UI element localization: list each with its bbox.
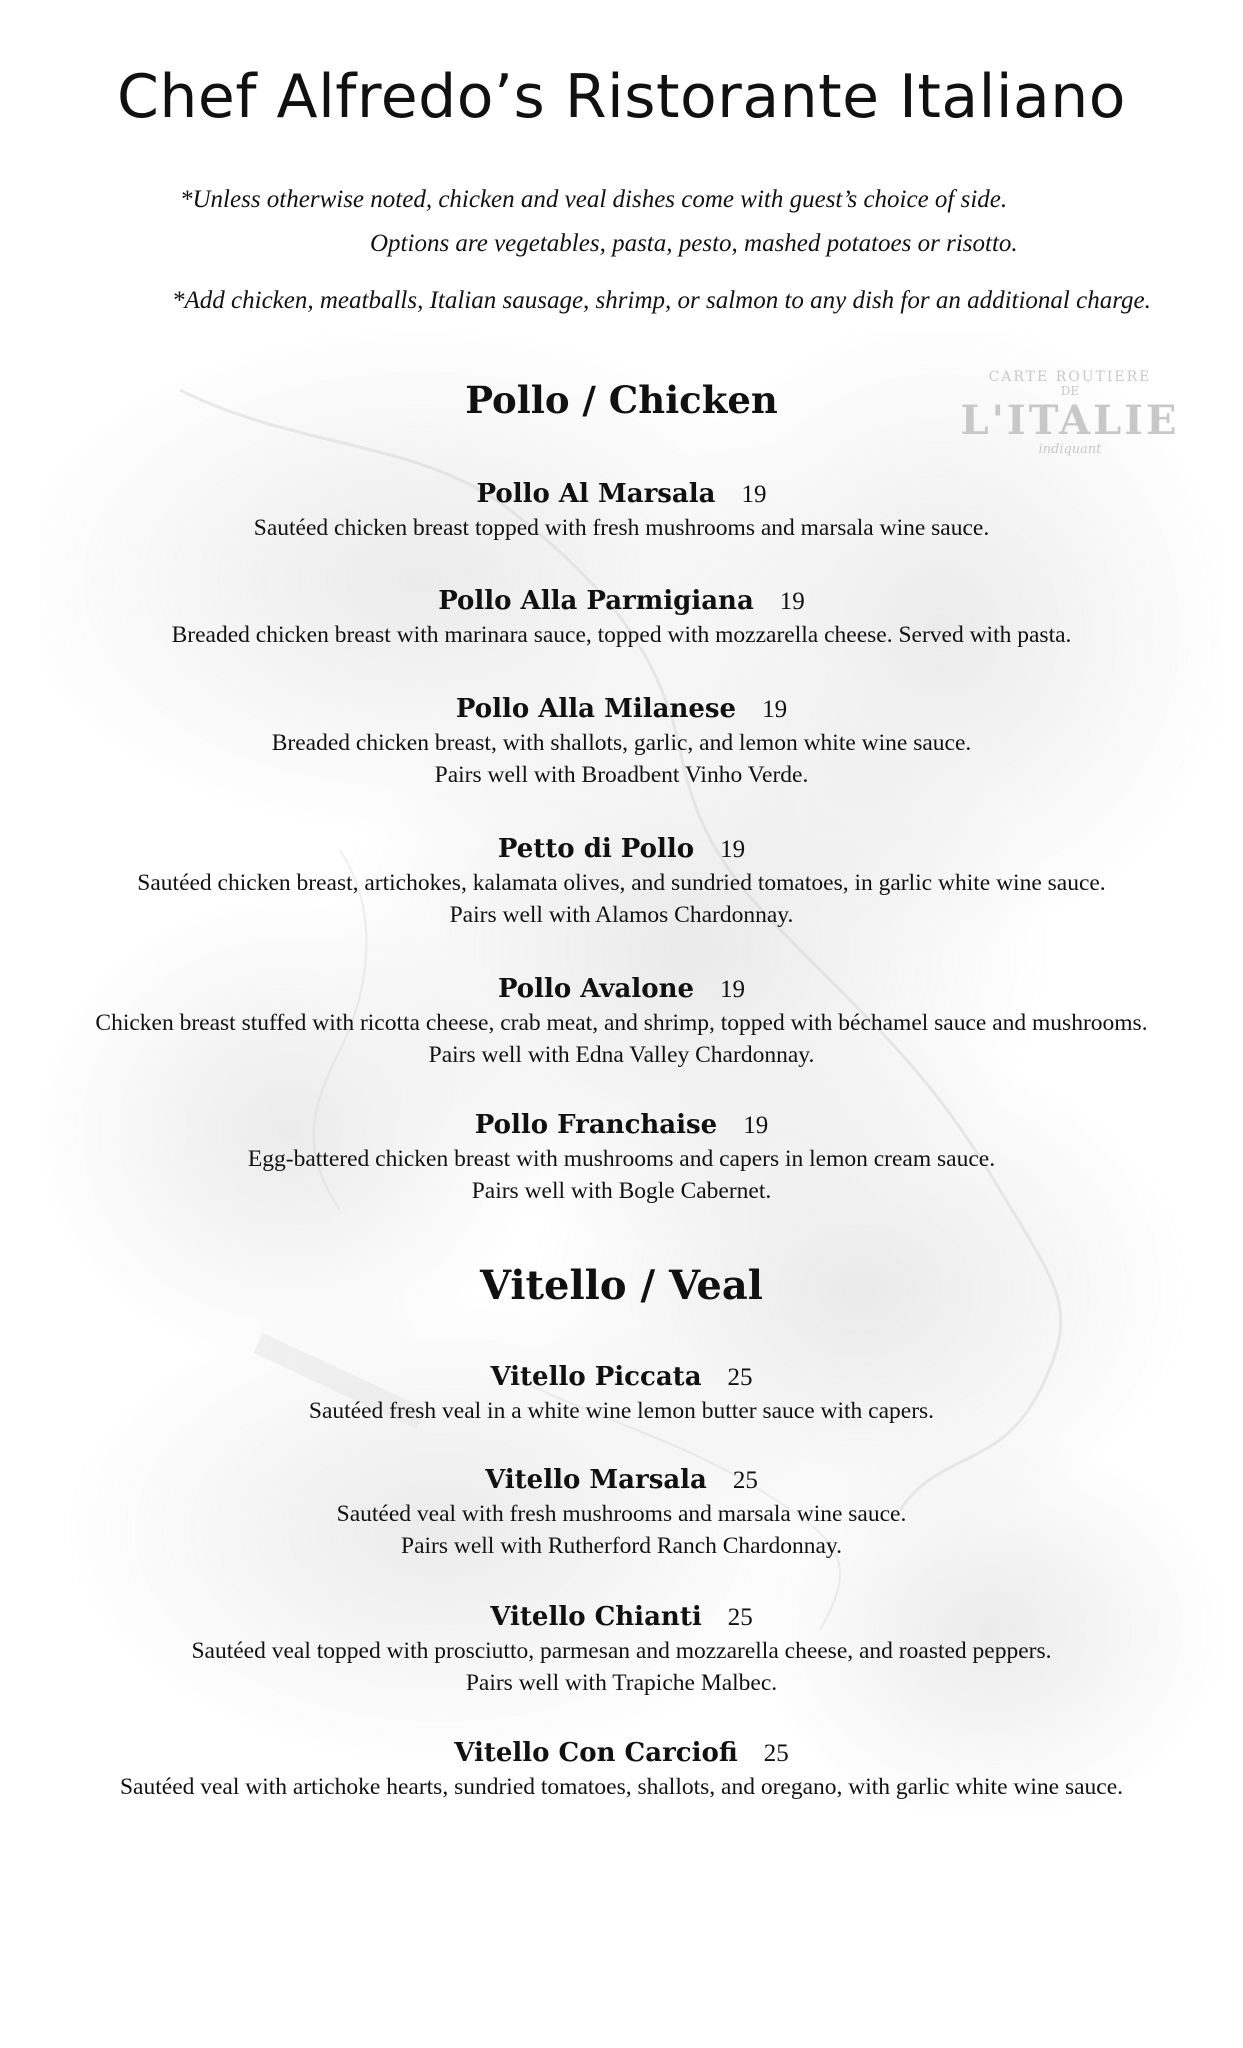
- dish-description: Sautéed chicken breast topped with fresh mushrooms and marsala wine sauce.: [253, 515, 990, 541]
- dish-name: Vitello Piccata: [490, 1362, 702, 1392]
- dish-price: 19: [762, 696, 788, 723]
- dish-price: 19: [720, 976, 746, 1003]
- map-title-line-3: L'ITALIE: [960, 396, 1180, 444]
- menu-item: [0, 1736, 1243, 1803]
- add-on-note: *Add chicken, meatballs, Italian sausage, shrimp, or salmon to any dish for an additional charge.: [172, 287, 1151, 314]
- map-title-line-2: DE: [1060, 384, 1080, 399]
- menu-item: [0, 832, 1243, 931]
- dish-name: Pollo Alla Milanese: [455, 694, 737, 724]
- menu-item: [0, 584, 1243, 651]
- dish-name: Pollo Franchaise: [474, 1110, 718, 1140]
- map-title-line-4: indiquant: [1038, 441, 1102, 457]
- map-title-line-1: CARTE ROUTIERE: [988, 369, 1152, 385]
- wine-pairing: Pairs well with Rutherford Ranch Chardonnay.: [401, 1533, 842, 1559]
- dish-description: Breaded chicken breast with marinara sauce, topped with mozzarella cheese. Served with pasta.: [171, 622, 1072, 648]
- menu-item: [0, 972, 1243, 1071]
- dish-price: 25: [727, 1604, 753, 1631]
- section-heading-veal: Vitello / Veal: [480, 1262, 763, 1309]
- dish-description: Sautéed veal with fresh mushrooms and marsala wine sauce.: [336, 1501, 907, 1527]
- dish-name: Pollo Alla Parmigiana: [438, 586, 754, 616]
- menu-item: [0, 477, 1243, 544]
- menu-item: [0, 1360, 1243, 1427]
- menu-item: [0, 692, 1243, 791]
- dish-price: 25: [727, 1364, 753, 1391]
- dish-name: Pollo Al Marsala: [476, 479, 716, 509]
- wine-pairing: Pairs well with Edna Valley Chardonnay.: [428, 1042, 815, 1068]
- dish-description: Egg-battered chicken breast with mushrooms and capers in lemon cream sauce.: [247, 1146, 996, 1172]
- dish-price: 19: [779, 588, 805, 615]
- dish-name: Vitello Chianti: [490, 1602, 702, 1632]
- menu-item: [0, 1463, 1243, 1562]
- dish-name: Vitello Con Carciofi: [454, 1738, 738, 1768]
- dish-description: Chicken breast stuffed with ricotta cheese, crab meat, and shrimp, topped with béchamel sauce and mushrooms.: [95, 1010, 1148, 1036]
- dish-price: 19: [741, 481, 767, 508]
- dish-name: Pollo Avalone: [497, 974, 695, 1004]
- dish-description: Sautéed veal topped with prosciutto, parmesan and mozzarella cheese, and roasted peppers.: [191, 1638, 1052, 1664]
- wine-pairing: Pairs well with Bogle Cabernet.: [471, 1178, 772, 1204]
- wine-pairing: Pairs well with Trapiche Malbec.: [465, 1670, 778, 1696]
- menu-item: [0, 1600, 1243, 1699]
- side-options-note: Options are vegetables, pasta, pesto, mashed potatoes or risotto.: [370, 230, 1018, 257]
- section-heading-chicken: Pollo / Chicken: [465, 378, 778, 422]
- dish-description: Sautéed veal with artichoke hearts, sundried tomatoes, shallots, and oregano, with garlic white wine sauce.: [119, 1774, 1124, 1800]
- dish-price: 19: [720, 836, 746, 863]
- side-note: *Unless otherwise noted, chicken and veal dishes come with guest’s choice of side.: [180, 186, 1008, 213]
- dish-description: Breaded chicken breast, with shallots, garlic, and lemon white wine sauce.: [271, 730, 972, 756]
- dish-price: 25: [732, 1467, 758, 1494]
- wine-pairing: Pairs well with Broadbent Vinho Verde.: [434, 762, 809, 788]
- dish-description: Sautéed fresh veal in a white wine lemon butter sauce with capers.: [308, 1398, 935, 1424]
- dish-name: Vitello Marsala: [485, 1465, 707, 1495]
- wine-pairing: Pairs well with Alamos Chardonnay.: [449, 902, 794, 928]
- dish-price: 25: [763, 1740, 789, 1767]
- restaurant-title: Chef Alfredo’s Ristorante Italiano: [117, 62, 1126, 132]
- dish-description: Sautéed chicken breast, artichokes, kalamata olives, and sundried tomatoes, in garlic white wine sauce.: [137, 870, 1106, 896]
- dish-name: Petto di Pollo: [497, 834, 695, 864]
- menu-item: [0, 1108, 1243, 1207]
- dish-price: 19: [743, 1112, 769, 1139]
